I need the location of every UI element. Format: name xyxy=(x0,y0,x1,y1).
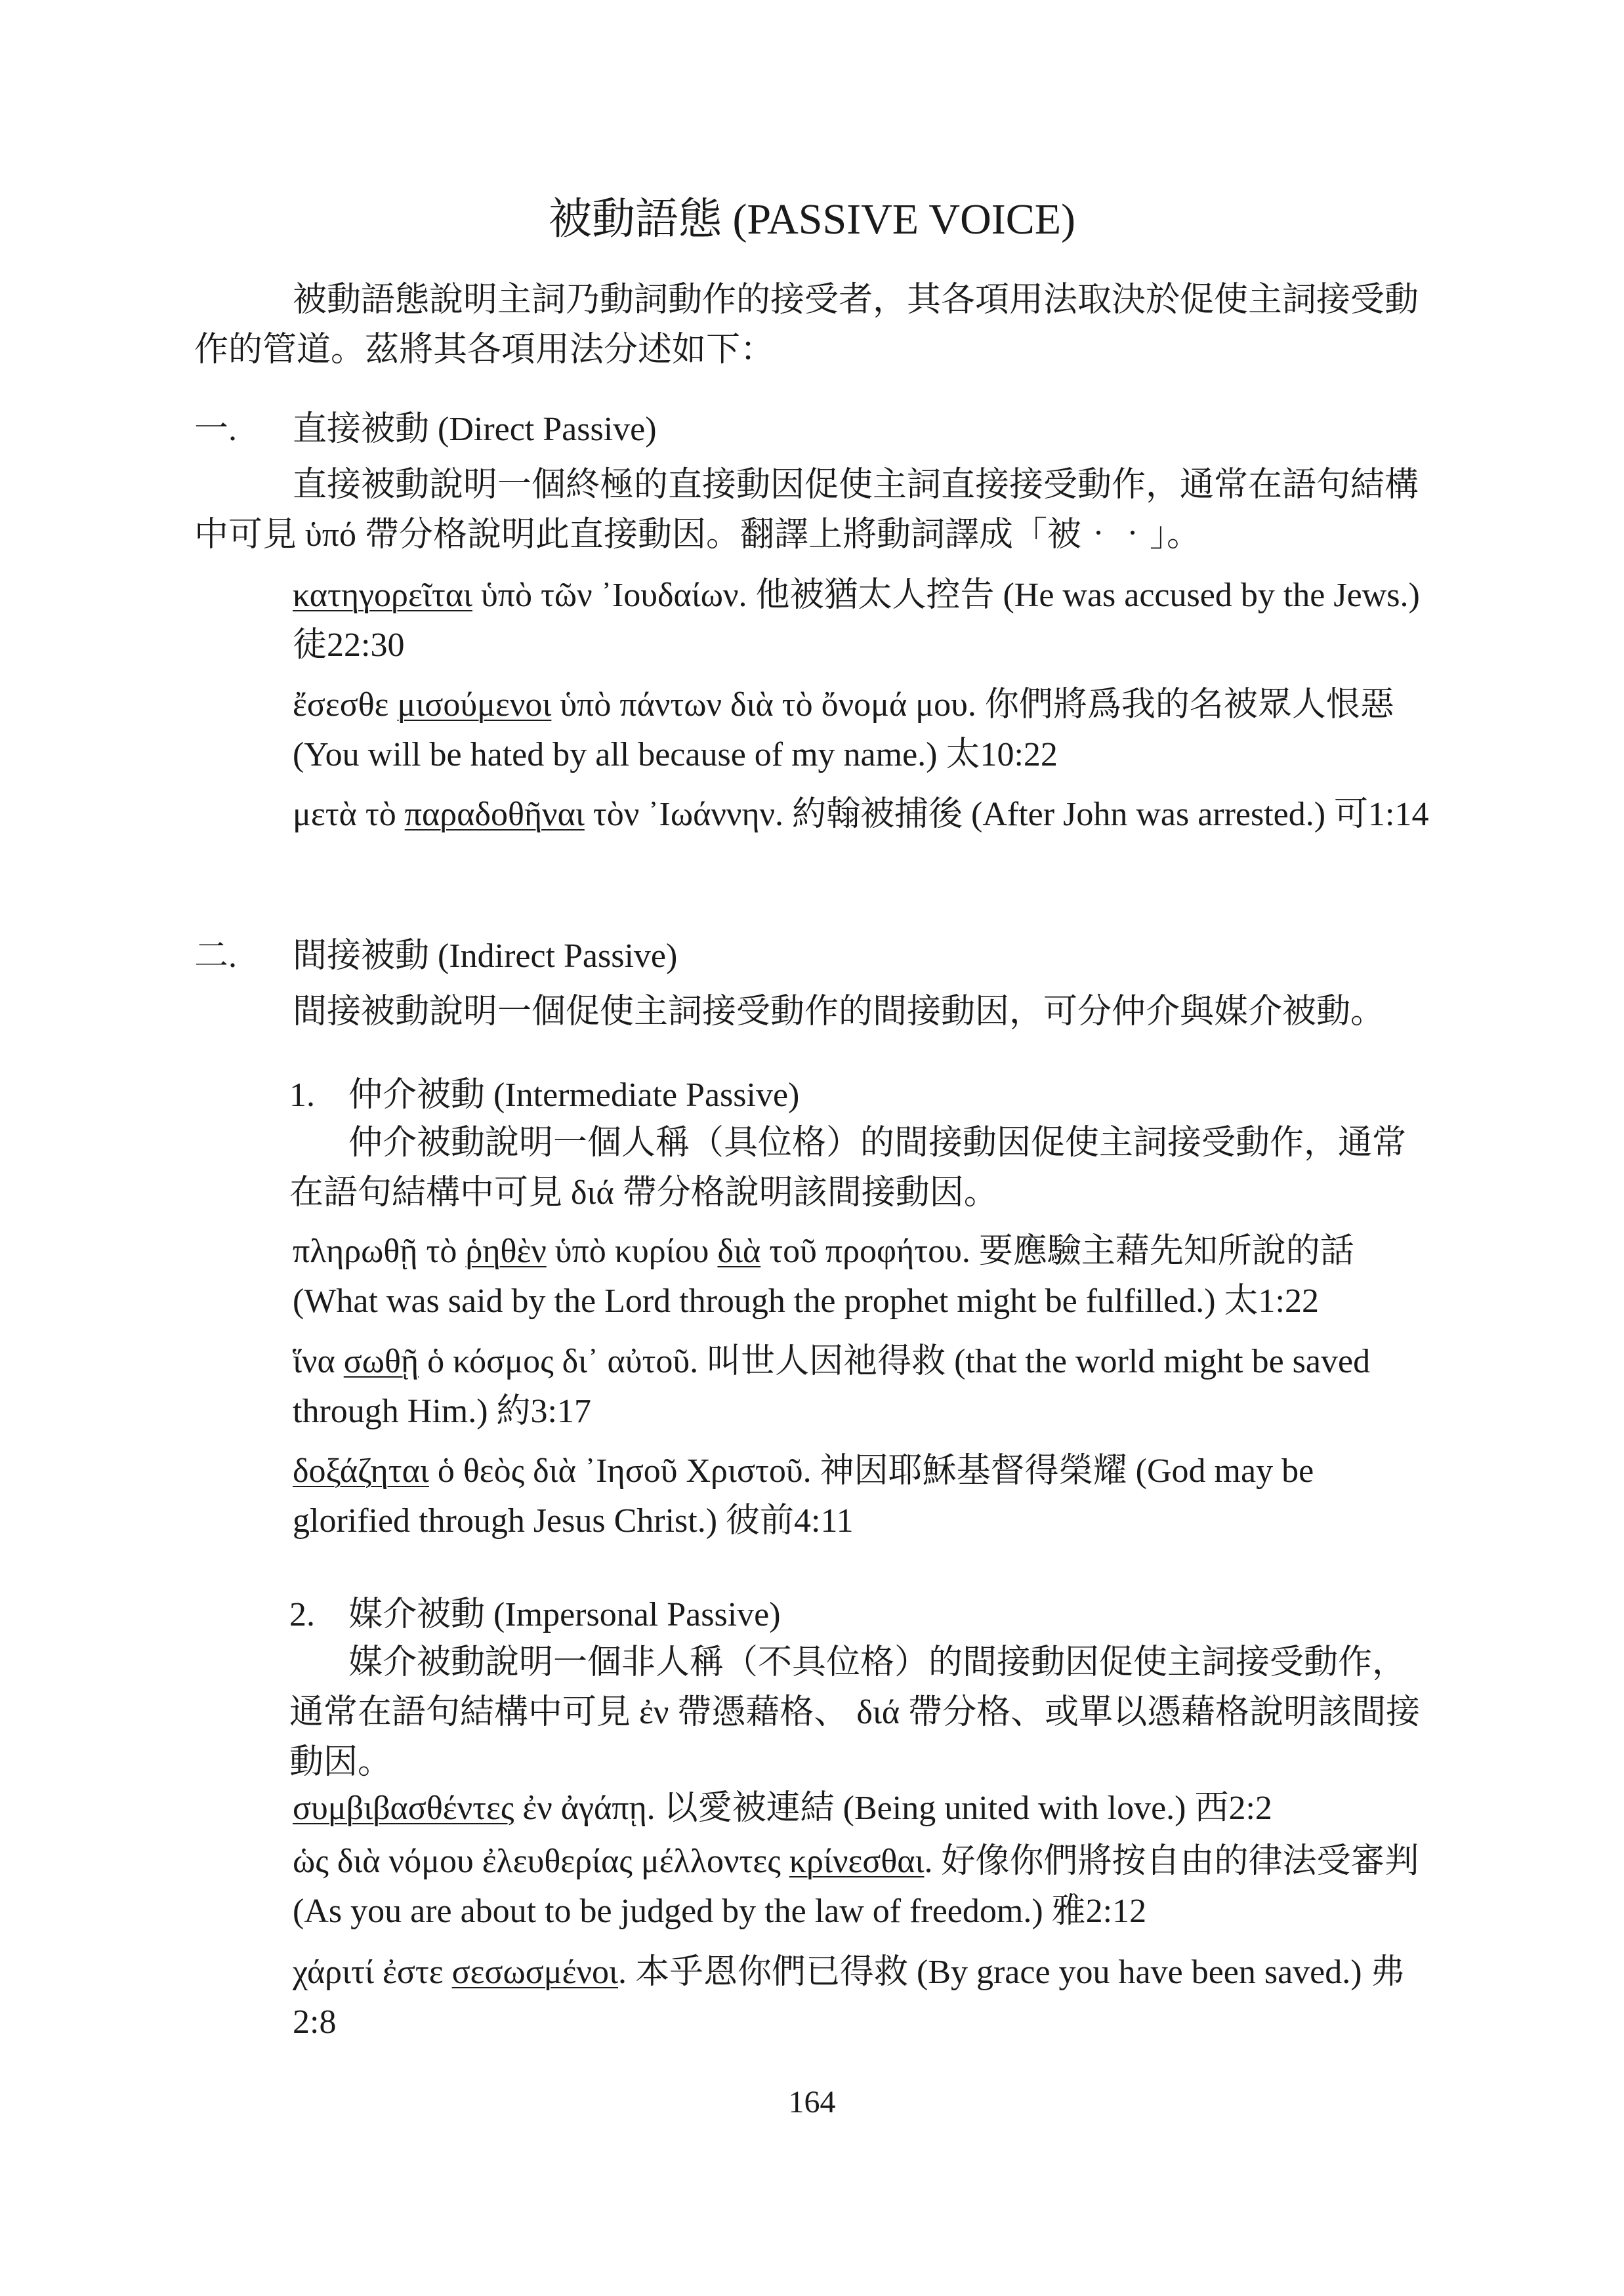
example-text: μετὰ τὸ xyxy=(293,796,405,833)
example-text: ἵνα xyxy=(293,1343,344,1380)
example-text: ἐν ἀγάπῃ. 以愛被連結 (Being united with love.) 西2:2 xyxy=(514,1790,1272,1827)
preposition: διὰ xyxy=(717,1233,761,1270)
section-title: 間接被動 (Indirect Passive) xyxy=(293,937,678,975)
passive-verb: συμβιβασθέντες xyxy=(293,1790,514,1827)
section-heading-indirect-passive xyxy=(194,932,1441,981)
example-text: ὑπὸ κυρίου xyxy=(546,1233,718,1270)
passive-verb: κρίνεσθαι xyxy=(789,1843,925,1880)
example-sentence xyxy=(293,1784,1438,1834)
page-title: 被動語態 (PASSIVE VOICE) xyxy=(548,195,1076,243)
example-sentence xyxy=(293,1446,1438,1546)
section-heading-direct-passive xyxy=(194,405,1441,455)
passive-verb: μισούμενοι xyxy=(397,686,552,724)
page-number: 164 xyxy=(788,2085,836,2120)
subsection-number: 1. xyxy=(289,1076,315,1114)
example-sentence xyxy=(293,1948,1438,2047)
example-text: ὡς διὰ νόμου ἐλευθερίας μέλλοντες xyxy=(293,1843,789,1880)
example-sentence xyxy=(293,1837,1438,1937)
subsection-heading-intermediate-passive xyxy=(289,1071,1405,1120)
subsection-title: 仲介被動 (Intermediate Passive) xyxy=(348,1076,800,1114)
example-text: χάριτί ἐστε xyxy=(293,1954,452,1991)
section-body-direct-passive: 直接被動說明一個終極的直接動因促使主詞直接接受動作，通常在語句結構中可見 ὑπό 帶分格說明此直接動因。翻譯上將動詞譯成「被‧‧」。 xyxy=(194,466,1419,554)
example-sentence xyxy=(293,571,1438,670)
passive-verb: σωθῇ xyxy=(343,1343,419,1380)
passive-verb: σεσωσμένοι xyxy=(451,1954,618,1991)
example-sentence xyxy=(293,790,1438,840)
passive-verb: ῥηθὲν xyxy=(465,1233,547,1270)
example-text: . 好像你們將按自由的律法受審判 (As you are about to be judged by the law of freedom.) 雅2:12 xyxy=(293,1843,1419,1930)
example-sentence xyxy=(293,1227,1438,1326)
section-title: 直接被動 (Direct Passive) xyxy=(293,411,657,448)
example-sentence xyxy=(293,1337,1438,1437)
subsection-body-impersonal-passive: 媒介被動說明一個非人稱（不具位格）的間接動因促使主詞接受動作，通常在語句結構中可見 ἐν 帶憑藉格、 διά 帶分格、或單以憑藉格說明該間接動因。 xyxy=(289,1644,1421,1781)
passive-verb: παραδοθῆναι xyxy=(404,796,585,833)
example-text: ὑπὸ πάντων διὰ τὸ ὄνομά μου. 你們將爲我的名被眾人恨惡 (You will be hated by all because of my name.) 太10:22 xyxy=(293,686,1394,773)
subsection-body-intermediate-passive: 仲介被動說明一個人稱（具位格）的間接動因促使主詞接受動作，通常在語句結構中可見 διά 帶分格說明該間接動因。 xyxy=(289,1124,1407,1212)
section-body-indirect-passive: 間接被動說明一個促使主詞接受動作的間接動因，可分仲介與媒介被動。 xyxy=(293,993,1385,1031)
example-text: ὁ κόσμος δι᾿ αὐτοῦ. 叫世人因祂得救 (that the world might be saved through Him.) 約3:17 xyxy=(293,1343,1371,1430)
example-text: ὁ θεὸς διὰ ᾿Ιησοῦ Χριστοῦ. 神因耶穌基督得榮耀 (God may be glorified through Jesus Christ.) 彼前4:11 xyxy=(293,1452,1314,1540)
subsection-number: 2. xyxy=(289,1596,315,1633)
subsection-title: 媒介被動 (Impersonal Passive) xyxy=(348,1596,781,1633)
section-number: 二. xyxy=(194,937,238,975)
intro-paragraph: 被動語態說明主詞乃動詞動作的接受者，其各項用法取決於促使主詞接受動作的管道。茲將其各項用法分述如下： xyxy=(194,281,1419,369)
section-number: 一. xyxy=(194,411,238,448)
example-text: ὑπὸ τῶν ᾿Ιουδαίων. 他被猶太人控告 (He was accused by the Jews.) 徒22:30 xyxy=(293,577,1420,664)
example-text: πληρωθῇ τὸ xyxy=(293,1233,466,1270)
example-sentence xyxy=(293,680,1438,780)
subsection-heading-impersonal-passive xyxy=(289,1590,1405,1640)
passive-verb: κατηγορεῖται xyxy=(293,577,472,614)
example-text: . 本乎恩你們已得救 (By grace you have been saved.) 弗2:8 xyxy=(293,1954,1405,2041)
example-text: τοῦ προφήτου. 要應驗主藉先知所說的話 (What was said by the Lord through the prophet might be fulfilled.) 太1:22 xyxy=(293,1233,1354,1320)
example-text: ἔσεσθε xyxy=(293,686,398,724)
passive-verb: δοξάζηται xyxy=(293,1452,429,1490)
example-text: τὸν ᾿Ιωάννην. 約翰被捕後 (After John was arrested.) 可1:14 xyxy=(584,796,1429,833)
